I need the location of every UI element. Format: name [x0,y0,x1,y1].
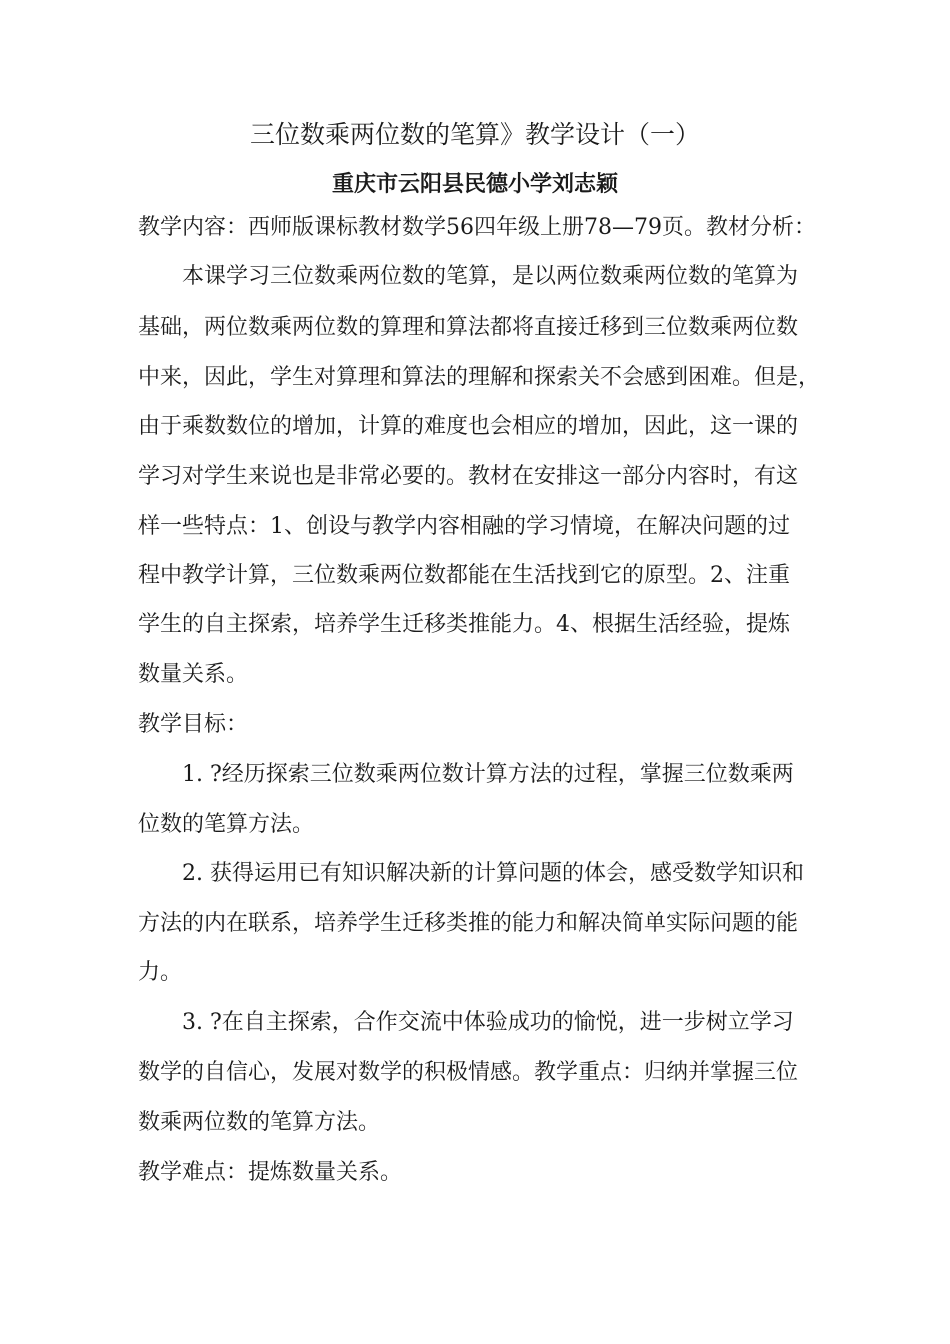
goals-heading: 教学目标： [138,712,249,737]
analysis-line: 程中教学计算，三位数乘两位数都能在生活找到它的原型。2、注重 [138,563,790,588]
goal-line: 数乘两位数的笔算方法。 [138,1110,381,1135]
goal-line: 位数的笔算方法。 [138,812,315,837]
goal-line: 力。 [138,960,183,985]
analysis-line: 中来，因此，学生对算理和算法的理解和探索关不会感到困难。但是， [138,365,821,390]
goal-line: 数学的自信心，发展对数学的积极情感。教学重点：归纳并掌握三位 [138,1060,799,1085]
analysis-line: 本课学习三位数乘两位数的笔算，是以两位数乘两位数的笔算为 [182,264,799,289]
analysis-line: 由于乘数数位的增加，计算的难度也会相应的增加，因此，这一课的 [138,414,799,439]
goal-line: 3. ?在自主探索，合作交流中体验成功的愉悦，进一步树立学习 [182,1010,794,1035]
document-author: 重庆市云阳县民德小学刘志颖 [331,172,618,197]
analysis-line: 学习对学生来说也是非常必要的。教材在安排这一部分内容时，有这 [138,464,799,489]
goal-line: 方法的内在联系，培养学生迁移类推的能力和解决简单实际问题的能 [138,911,799,936]
difficulty-line: 教学难点：提炼数量关系。 [138,1160,403,1185]
analysis-line: 学生的自主探索，培养学生迁移类推能力。4、根据生活经验，提炼 [138,612,790,637]
goal-line: 1. ?经历探索三位数乘两位数计算方法的过程，掌握三位数乘两 [182,762,794,787]
analysis-line: 基础，两位数乘两位数的算理和算法都将直接迁移到三位数乘两位数 [138,315,799,340]
content-line: 教学内容：西师版课标教材数学56四年级上册78—79页。教材分析： [138,215,816,240]
analysis-line: 样一些特点：1、创设与教学内容相融的学习情境，在解决问题的过 [138,514,790,539]
goal-line: 2. 获得运用已有知识解决新的计算问题的体会，感受数学知识和 [182,861,804,886]
analysis-line: 数量关系。 [138,662,249,687]
document-title: 三位数乘两位数的笔算》教学设计（一） [249,120,700,149]
